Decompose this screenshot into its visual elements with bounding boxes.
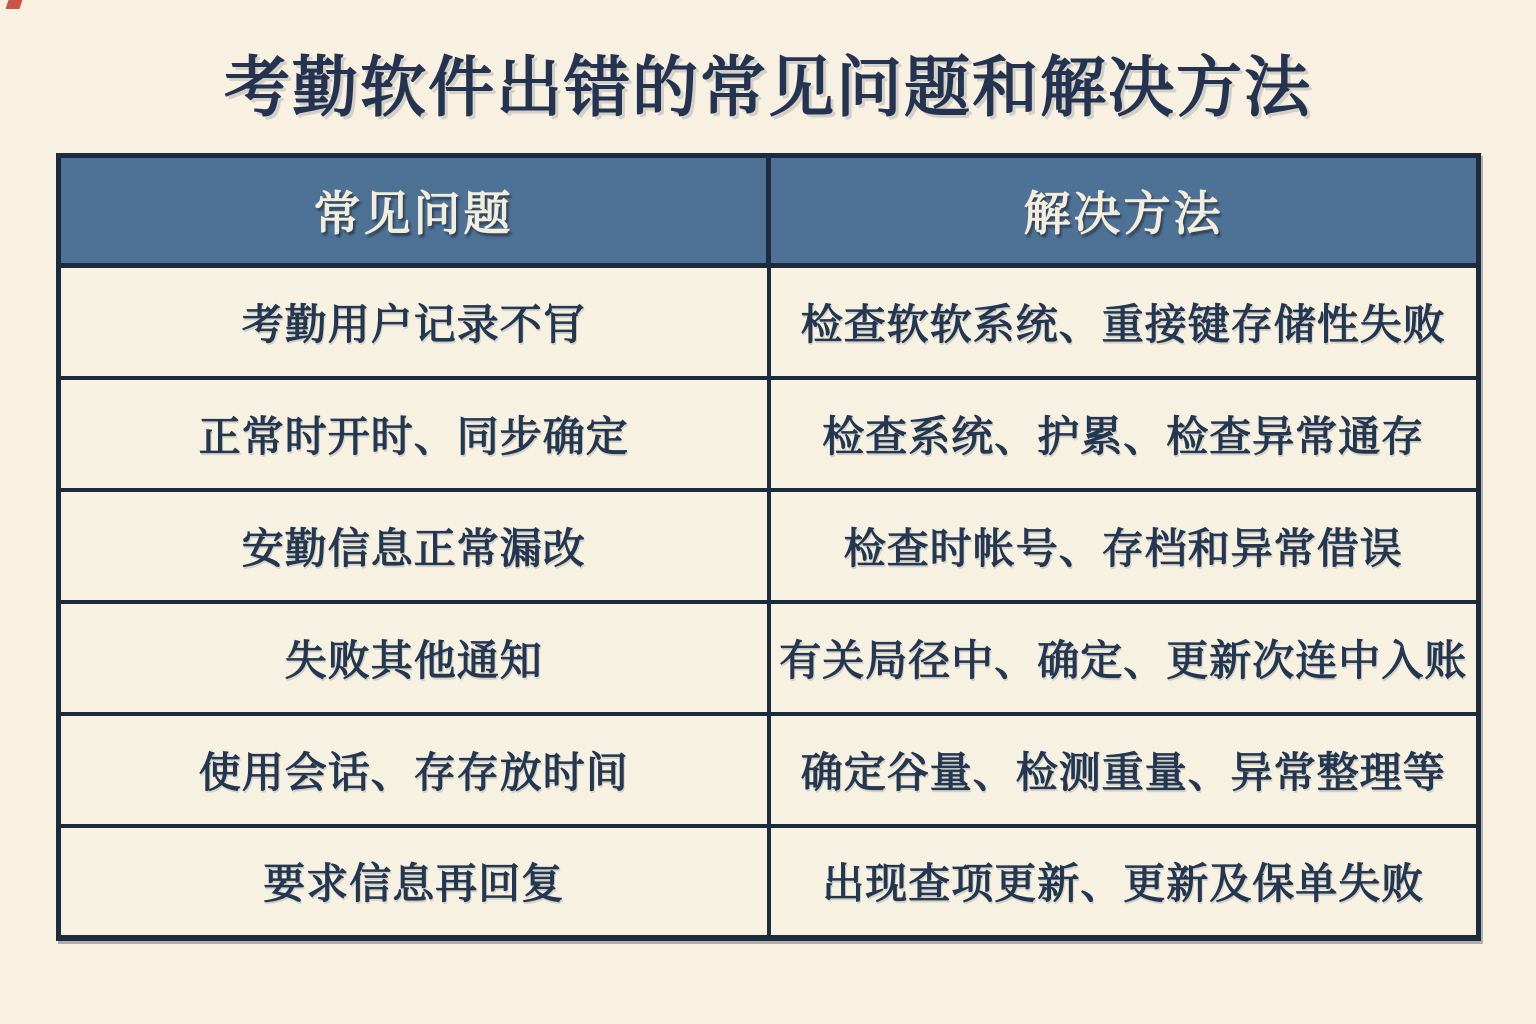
table-header-row bbox=[59, 156, 1479, 266]
table-row bbox=[59, 714, 1479, 826]
table-row bbox=[59, 602, 1479, 714]
solution-cell: 检查时帐号、存档和异常借误 bbox=[769, 490, 1479, 602]
problem-cell: 正常时开时、同步确定 bbox=[59, 378, 769, 490]
table-row bbox=[59, 266, 1479, 378]
page-title: 考勤软件出错的常见问题和解决方法 bbox=[224, 50, 1312, 124]
solution-cell: 出现查项更新、更新及保单失败 bbox=[769, 826, 1479, 938]
problem-cell: 使用会话、存存放时间 bbox=[59, 714, 769, 826]
solution-cell: 有关局径中、确定、更新次连中入账 bbox=[769, 602, 1479, 714]
solution-cell: 确定谷量、检测重量、异常整理等 bbox=[769, 714, 1479, 826]
table-row bbox=[59, 378, 1479, 490]
solution-cell: 检查系统、护累、检查异常通存 bbox=[769, 378, 1479, 490]
problems-solutions-table bbox=[56, 153, 1481, 941]
problem-cell: 考勤用户记录不肎 bbox=[59, 266, 769, 378]
corner-red-mark bbox=[6, 0, 23, 9]
column-header-problem: 常见问题 bbox=[59, 156, 769, 266]
column-header-solution: 解决方法 bbox=[769, 156, 1479, 266]
table-row bbox=[59, 490, 1479, 602]
problem-cell: 失败其他通知 bbox=[59, 602, 769, 714]
problem-cell: 要求信息再回复 bbox=[59, 826, 769, 938]
solution-cell: 检查软软系统、重接键存储性失败 bbox=[769, 266, 1479, 378]
problem-cell: 安勤信息正常漏改 bbox=[59, 490, 769, 602]
table-row bbox=[59, 826, 1479, 938]
